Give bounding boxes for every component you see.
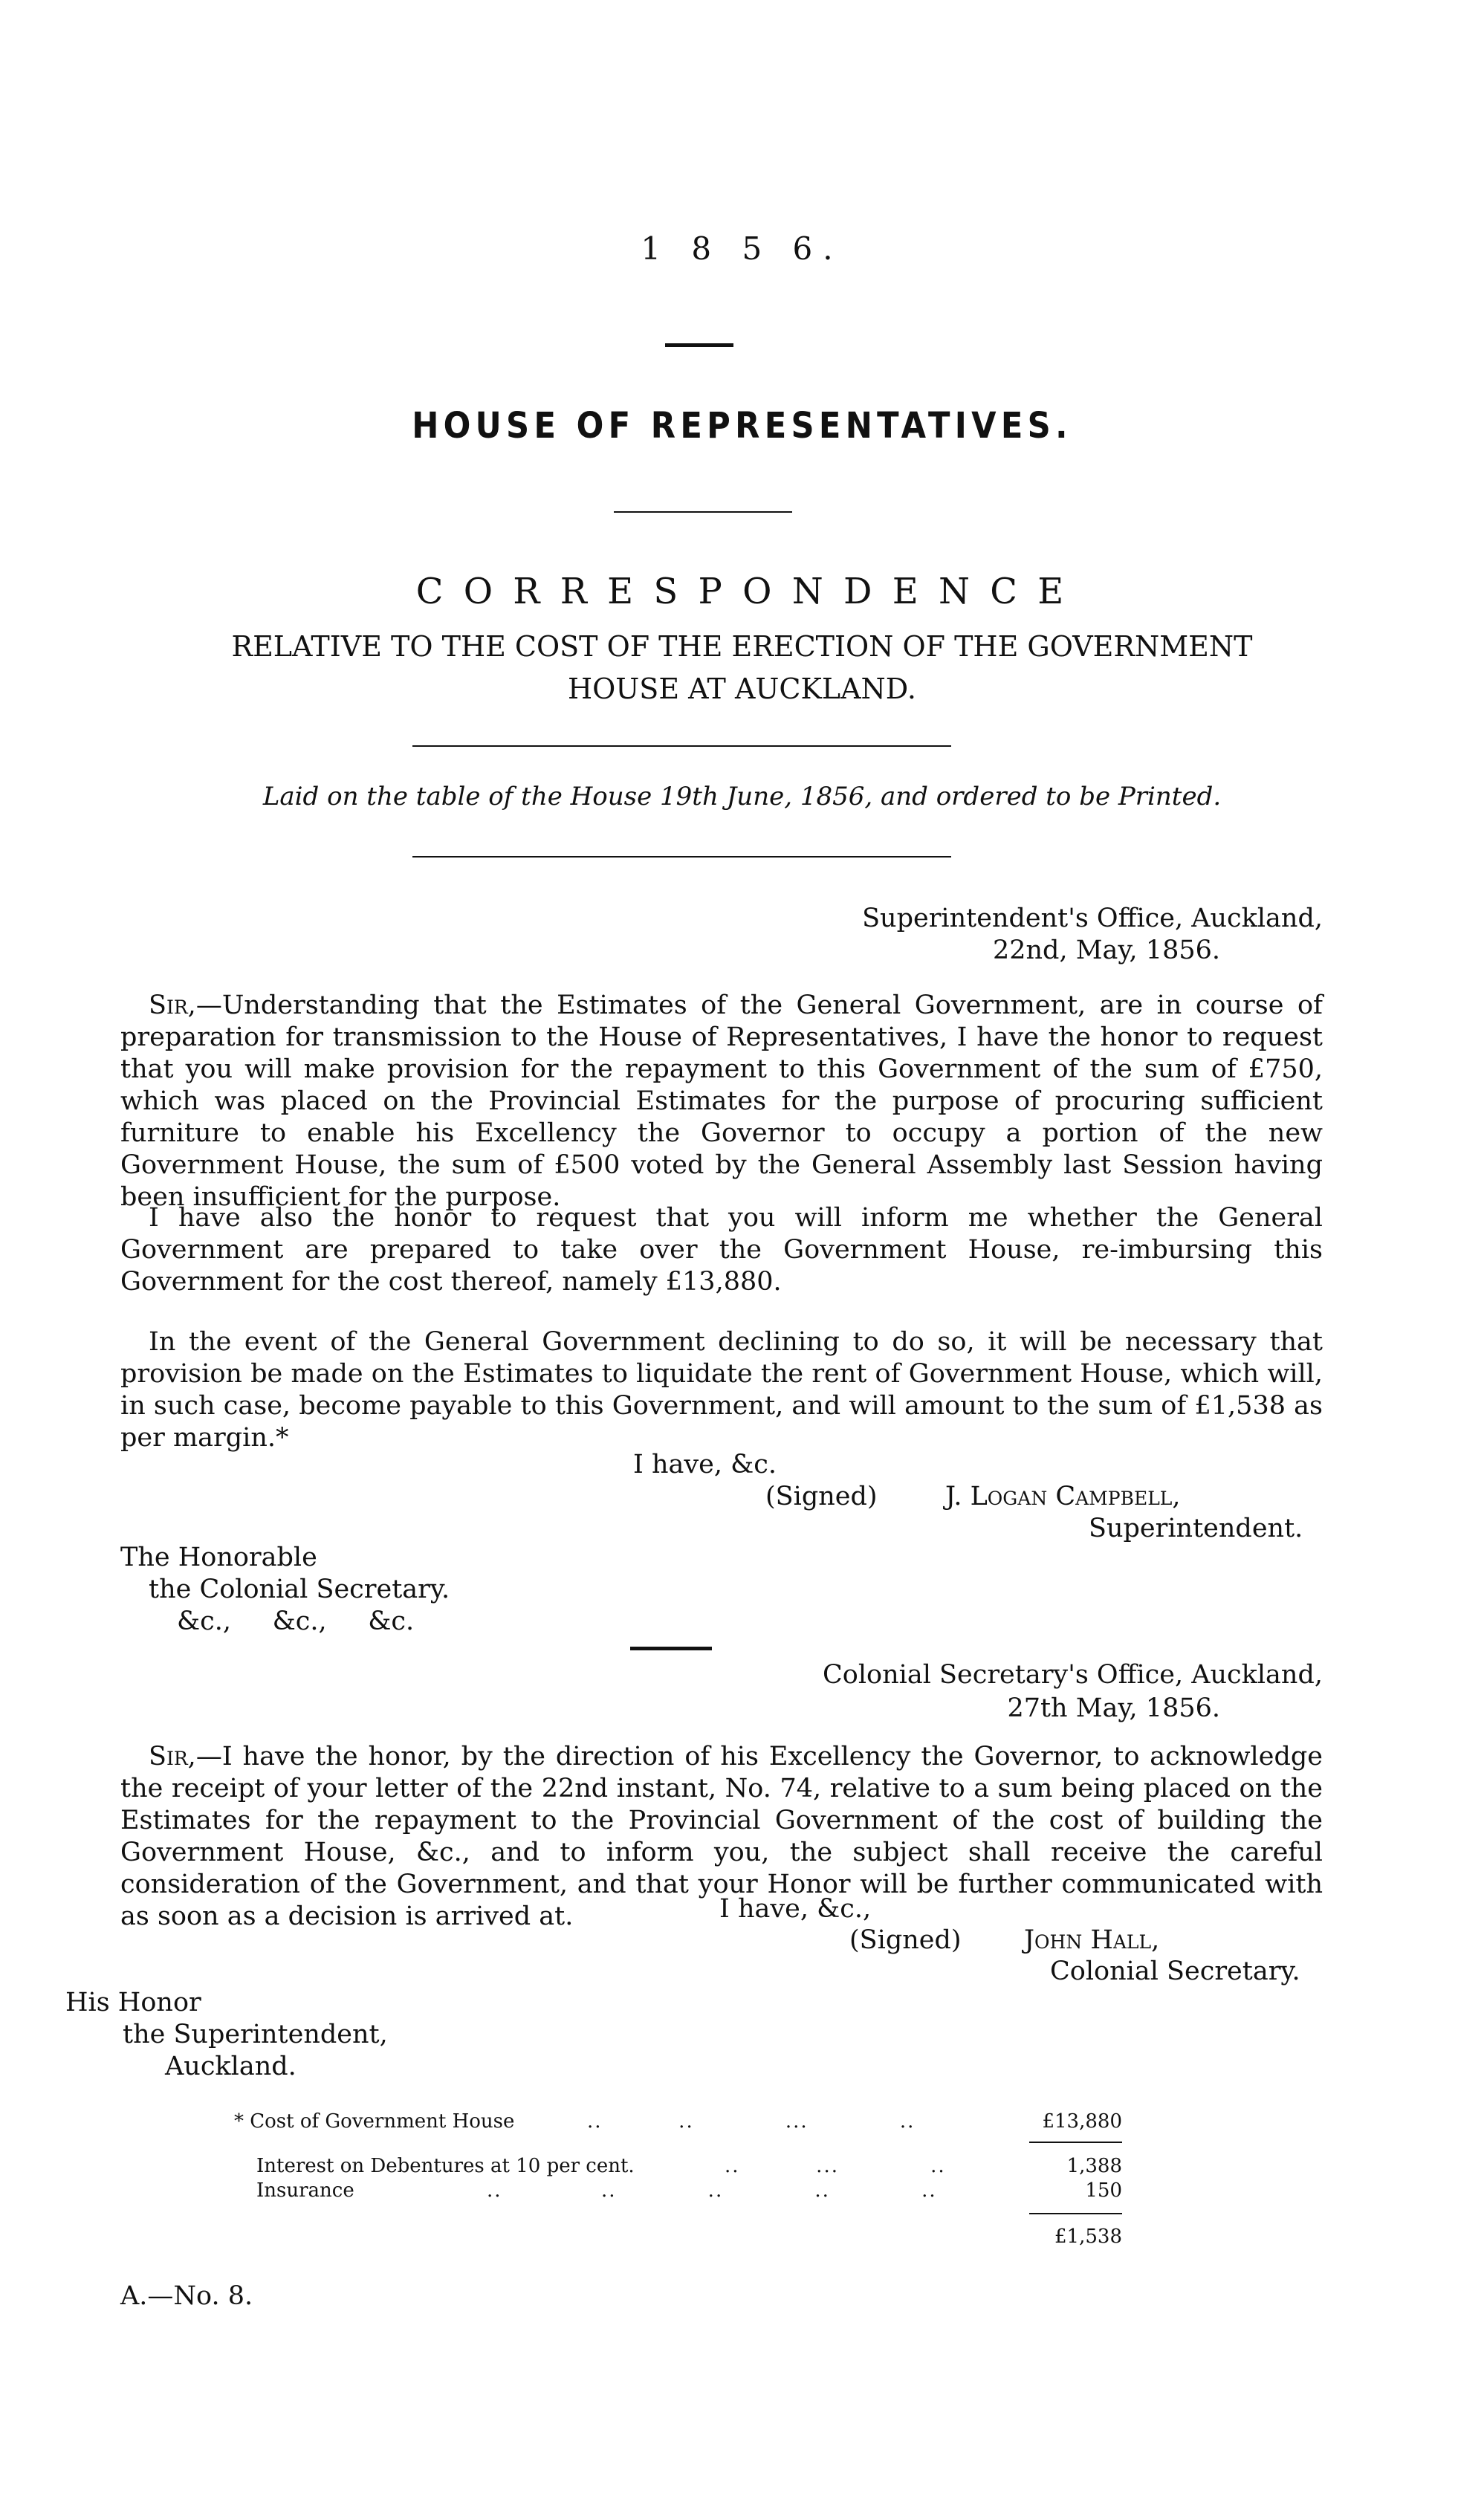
letter2-signatory-title: Colonial Secretary. [1050,1957,1300,1986]
margin-note-row-value: £13,880 [1042,2110,1122,2133]
divider [630,1647,712,1650]
letter2-address-line1: Colonial Secretary's Office, Auckland, [823,1660,1323,1690]
document-footer-reference: A.—No. 8. [120,2281,253,2311]
letter1-closing: I have, &c. [633,1450,777,1479]
letter2-signed: (Signed) [849,1925,962,1955]
letter1-paragraph-1: Sir,—Understanding that the Estimates of the General Government, are in course of preparation for transmission to the House of Representatives, I have the honor to request that you will make provision for the repayment to this Government of the sum of £750, which was placed on the Provincial Estimates for the purpose of procuring sufficient furniture to enable his Excellency the Governor to occupy a portion of the new Government House, the sum of £500 voted by the General Assembly last Session having been insufficient for the purpose. [120,991,1323,1212]
laid-on-table-note: Laid on the table of the House 19th June, 1856, and ordered to be Printed. [262,782,1222,811]
letter1-addressee-line2: the Colonial Secretary. [149,1575,450,1604]
letter1-signatory: J. Logan Campbell, [945,1482,1181,1511]
divider [665,343,733,347]
letter1-signatory-title: Superintendent. [1089,1514,1303,1543]
letter2-addressee-line3: Auckland. [165,2052,297,2081]
letter2-paragraph-1: Sir,—I have the honor, by the direction of his Excellency the Governor, to acknowledge the receipt of your letter of the 22nd instant, No. 74, relative to a sum being placed on the Estimates for the repayment to the Provincial Government of the cost of building the Government House, &c., and to inform you, the subject shall receive the careful consideration of the Government, and that your Honor will be further communicated with as soon as a decision is arrived at. [120,1742,1323,1931]
divider [614,511,792,513]
letter2-addressee-line2: the Superintendent, [123,2020,388,2049]
margin-note-row-value: 1,388 [1066,2155,1122,2177]
letter2-date: 27th May, 1856. [1007,1693,1220,1723]
leader-dots: .. ... .. [725,2155,946,2177]
letter2-addressee-line1: His Honor [65,1988,201,2017]
letter2-closing: I have, &c., [719,1894,872,1924]
divider [1029,2142,1122,2143]
margin-note-row-label: Insurance [256,2179,354,2202]
letter1-salutation: Sir, [149,991,196,1020]
letter1-addressee-line3: &c., &c., &c. [177,1607,415,1636]
margin-note-total: £1,538 [1054,2225,1122,2248]
year-heading: 1 8 5 6. [641,230,843,267]
letter1-paragraph-2: I have also the honor to request that you will inform me whether the General Government are prepared to take over the Government House, re-imbursing this Government for the cost thereof, namely £13,880. [120,1203,1323,1297]
letter2-salutation: Sir, [149,1742,196,1771]
letter1-addressee-line1: The Honorable [120,1543,317,1572]
document-subtitle-line2: HOUSE AT AUCKLAND. [567,672,916,705]
divider [412,745,951,747]
house-heading: HOUSE OF REPRESENTATIVES. [412,405,1072,447]
margin-note-row-value: 150 [1085,2179,1122,2202]
letter1-date: 22nd, May, 1856. [992,936,1220,965]
divider [1029,2213,1122,2214]
leader-dots: .. .. .. .. .. [487,2179,937,2202]
document-subtitle-line1: RELATIVE TO THE COST OF THE ERECTION OF THE GOVERNMENT [231,630,1253,663]
letter2-signatory: John Hall, [1024,1925,1160,1955]
letter1-address-line1: Superintendent's Office, Auckland, [862,904,1323,933]
leader-dots: .. .. ... .. [587,2110,916,2133]
letter1-signed: (Signed) [765,1482,878,1511]
margin-note-row-label: * Cost of Government House [234,2110,515,2133]
margin-note-row-label: Interest on Debentures at 10 per cent. [256,2155,635,2177]
letter1-paragraph-3: In the event of the General Government declining to do so, it will be necessary that provision be made on the Estimates to liquidate the rent of Government House, which will, in such case, become payable to this Government, and will amount to the sum of £1,538 as per margin.* [120,1327,1323,1453]
divider [412,856,951,858]
document-title: C O R R E S P O N D E N C E [415,571,1069,612]
